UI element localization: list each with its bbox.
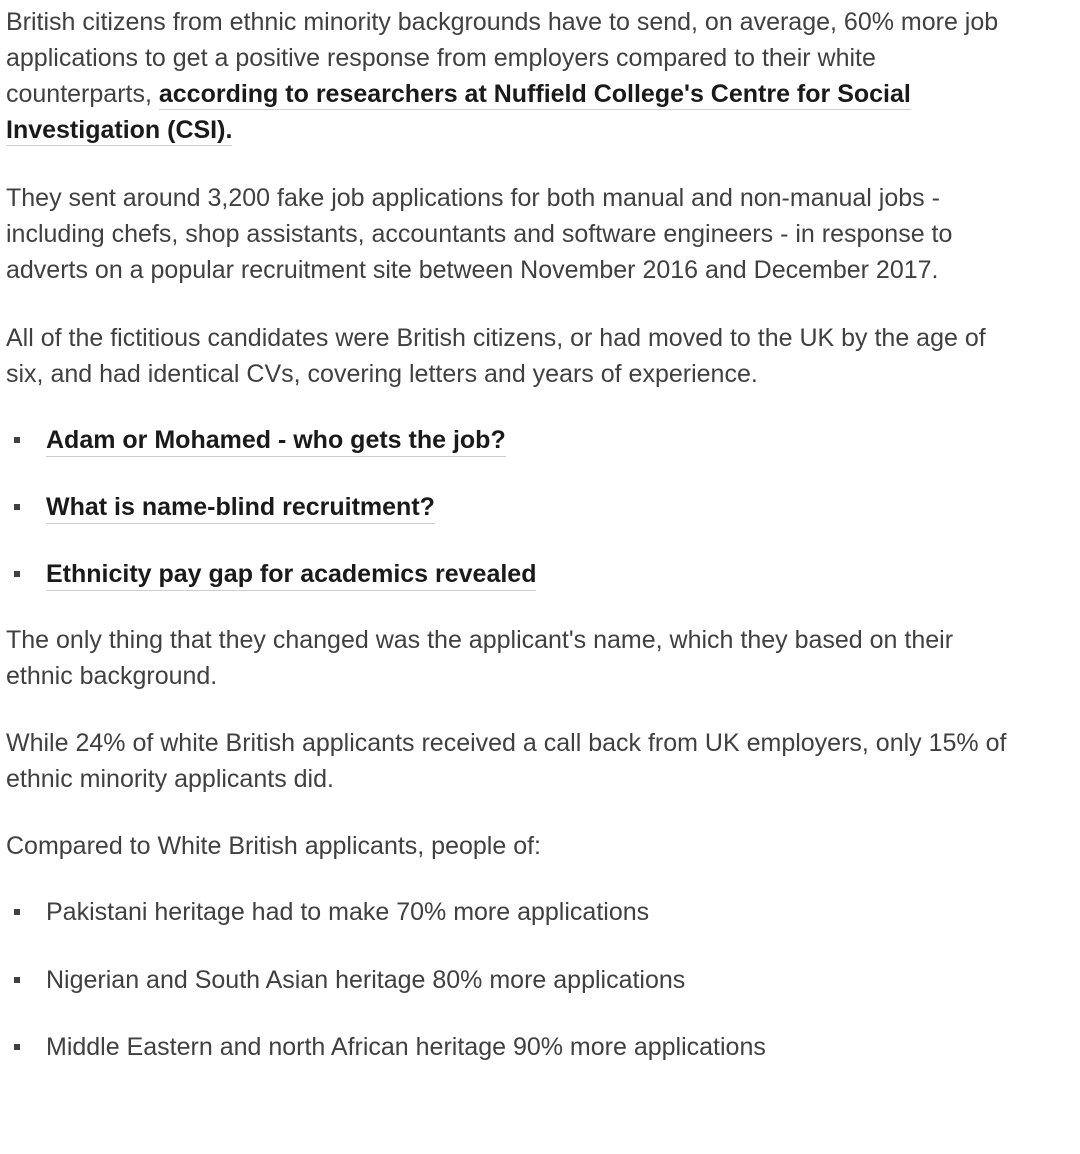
heritage-item bbox=[6, 894, 1016, 930]
heritage-text: Pakistani heritage had to make 70% more applications bbox=[46, 898, 650, 926]
related-link-name-blind[interactable]: What is name-blind recruitment? bbox=[46, 493, 435, 524]
csi-research-link[interactable]: according to researchers at Nuffield College's Centre for Social Investigation (CSI). bbox=[6, 80, 911, 144]
related-links-list bbox=[6, 422, 1016, 592]
heritage-text: Middle Eastern and north African heritage 90% more applications bbox=[46, 1033, 766, 1061]
heritage-item bbox=[6, 962, 1016, 998]
related-link-item bbox=[6, 422, 1016, 458]
bullet-icon bbox=[14, 1044, 20, 1050]
bullet-icon bbox=[14, 437, 20, 443]
intro-text: British citizens from ethnic minority backgrounds have to send, on average, 60% more job applications to get a positive response from employers compared to their white counterparts, bbox=[6, 8, 999, 108]
paragraph-intro bbox=[6, 4, 1016, 148]
heritage-text: Nigerian and South Asian heritage 80% more applications bbox=[46, 966, 686, 994]
bullet-icon bbox=[14, 909, 20, 915]
bullet-icon bbox=[14, 571, 20, 577]
paragraph-candidates: All of the fictitious candidates were British citizens, or had moved to the UK by the age of six, and had identical CVs, covering letters and years of experience. bbox=[6, 324, 986, 388]
paragraph-compared: Compared to White British applicants, people of: bbox=[6, 832, 541, 860]
related-link-adam-or-mohamed[interactable]: Adam or Mohamed - who gets the job? bbox=[46, 426, 506, 457]
paragraph-name-change: The only thing that they changed was the applicant's name, which they based on their ethnic background. bbox=[6, 626, 954, 690]
related-link-item bbox=[6, 489, 1016, 525]
related-link-pay-gap[interactable]: Ethnicity pay gap for academics revealed bbox=[46, 560, 536, 591]
heritage-list bbox=[6, 894, 1016, 1065]
related-link-item bbox=[6, 556, 1016, 592]
paragraph-call-back: While 24% of white British applicants received a call back from UK employers, only 15% of ethnic minority applicants did. bbox=[6, 729, 1007, 793]
heritage-item bbox=[6, 1029, 1016, 1065]
article-body bbox=[6, 0, 1016, 1065]
paragraph-fake-applications: They sent around 3,200 fake job applications for both manual and non-manual jobs - including chefs, shop assistants, accountants and software engineers - in response to adverts on a popular recruitment site between November 2016 and December 2017. bbox=[6, 184, 953, 284]
bullet-icon bbox=[14, 504, 20, 510]
bullet-icon bbox=[14, 977, 20, 983]
